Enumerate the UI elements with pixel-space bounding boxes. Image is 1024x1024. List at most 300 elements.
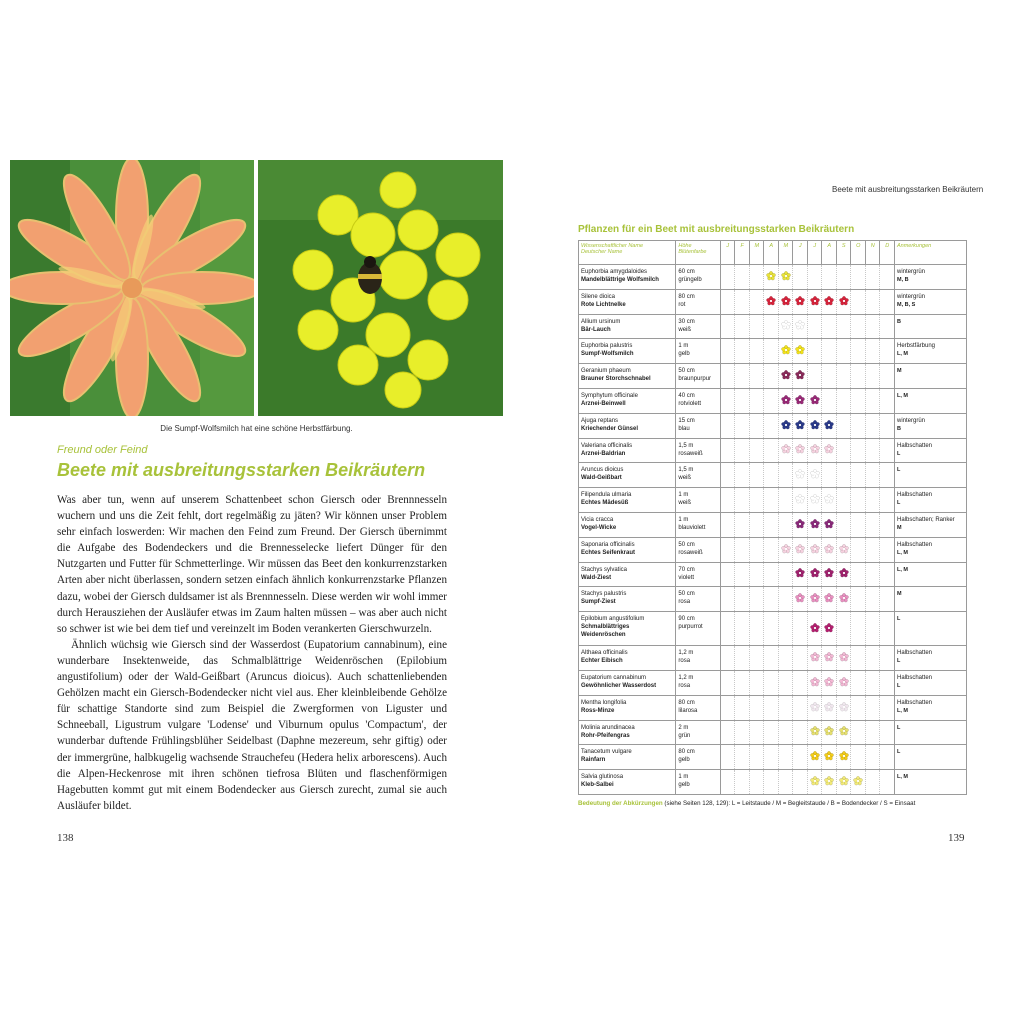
common-name: Schmalblättriges Weidenröschen: [581, 624, 630, 639]
flower-icon: [810, 420, 820, 430]
month-cell: [735, 770, 750, 795]
month-cell: [793, 463, 808, 488]
month-cell: [880, 339, 895, 364]
month-cell: [749, 562, 764, 587]
month-cell: [822, 488, 837, 513]
common-name: Ross-Minze: [581, 707, 615, 714]
month-cell: [880, 388, 895, 413]
month-cell: [778, 289, 793, 314]
usage-code: M: [896, 368, 902, 375]
month-cell: [749, 488, 764, 513]
flower-icon: [810, 702, 820, 712]
common-name: Kleb-Salbei: [581, 782, 614, 789]
notes-cell: [894, 670, 966, 695]
usage-code: M, B, S: [896, 301, 916, 308]
table-title: Pflanzen für ein Beet mit ausbreitungsstarken Beikräutern: [578, 224, 855, 235]
plant-height: 1 m: [678, 492, 689, 499]
month-cell: [807, 770, 822, 795]
plant-name-cell: [579, 770, 676, 795]
plant-height: 1,2 m: [678, 650, 694, 657]
plant-name-cell: [579, 289, 676, 314]
month-cell: [720, 670, 735, 695]
month-cell: [735, 314, 750, 339]
flower-icon: [824, 544, 834, 554]
month-cell: [735, 364, 750, 389]
flower-icon: [810, 469, 820, 479]
month-cell: [778, 438, 793, 463]
usage-code: L: [896, 724, 901, 731]
month-cell: [778, 770, 793, 795]
month-cell: [793, 388, 808, 413]
month-cell: [836, 770, 851, 795]
scientific-name: Epilobium angustifolium: [581, 616, 645, 623]
scientific-name: Molinia arundinacea: [581, 724, 635, 731]
month-cell: [720, 413, 735, 438]
flower-icon: [810, 395, 820, 405]
month-cell: [807, 339, 822, 364]
table-row: [579, 612, 967, 646]
flower-icon: [839, 593, 849, 603]
month-cell: [851, 587, 866, 612]
plant-height: 50 cm: [678, 591, 695, 598]
month-cell: [836, 537, 851, 562]
month-cell: [735, 413, 750, 438]
month-cell: [793, 770, 808, 795]
flower-icon: [824, 568, 834, 578]
month-cell: [720, 537, 735, 562]
month-cell: [836, 670, 851, 695]
bloom-color: rosa: [678, 658, 691, 665]
month-cell: [735, 488, 750, 513]
notes-cell: [894, 720, 966, 745]
month-cell: [822, 339, 837, 364]
month-cell: [851, 562, 866, 587]
header-month: A: [764, 241, 779, 265]
plant-height: 1 m: [678, 343, 689, 350]
month-cell: [880, 770, 895, 795]
month-cell: [851, 413, 866, 438]
flower-icon: [810, 444, 820, 454]
month-cell: [793, 720, 808, 745]
month-cell: [778, 413, 793, 438]
month-cell: [822, 512, 837, 537]
flower-icon: [795, 345, 805, 355]
flower-icon: [810, 544, 820, 554]
month-cell: [865, 314, 880, 339]
common-name: Arznei-Baldrian: [581, 450, 626, 457]
table-row: [579, 745, 967, 770]
header-month: J: [807, 241, 822, 265]
header-month: A: [822, 241, 837, 265]
plant-height: 2 m: [678, 724, 689, 731]
plant-height: 1,5 m: [678, 467, 694, 474]
bloom-color: grüngelb: [678, 277, 702, 283]
common-name: Sumpf-Wolfsmilch: [581, 351, 634, 358]
flower-icon: [781, 296, 791, 306]
bloom-color: weiß: [678, 500, 692, 507]
month-cell: [807, 612, 822, 646]
table-row: [579, 314, 967, 339]
month-cell: [836, 720, 851, 745]
month-cell: [865, 488, 880, 513]
month-cell: [778, 463, 793, 488]
usage-code: L: [896, 450, 901, 457]
notes-cell: [894, 562, 966, 587]
scientific-name: Vicia cracca: [581, 516, 614, 523]
notes-cell: [894, 289, 966, 314]
plant-height: 80 cm: [678, 749, 695, 756]
flower-icon: [766, 296, 776, 306]
flower-icon: [810, 623, 820, 633]
month-cell: [793, 587, 808, 612]
month-cell: [764, 265, 779, 290]
month-cell: [865, 413, 880, 438]
scientific-name: Euphorbia palustris: [581, 343, 633, 350]
month-cell: [764, 289, 779, 314]
month-cell: [764, 646, 779, 671]
month-cell: [807, 670, 822, 695]
common-name: Wald-Geißbart: [581, 475, 622, 482]
usage-code: L: [896, 616, 901, 623]
month-cell: [735, 463, 750, 488]
flower-icon: [839, 296, 849, 306]
height-color-cell: [676, 463, 721, 488]
month-cell: [807, 413, 822, 438]
plant-height: 40 cm: [678, 392, 695, 399]
month-cell: [720, 314, 735, 339]
flower-icon: [810, 494, 820, 504]
month-cell: [822, 413, 837, 438]
month-cell: [778, 364, 793, 389]
month-cell: [735, 587, 750, 612]
month-cell: [822, 463, 837, 488]
flower-icon: [824, 296, 834, 306]
month-cell: [865, 670, 880, 695]
month-cell: [865, 388, 880, 413]
scientific-name: Althaea officinalis: [581, 650, 628, 657]
month-cell: [807, 488, 822, 513]
month-cell: [836, 364, 851, 389]
scientific-name: Eupatorium cannabinum: [581, 674, 647, 681]
common-name: Brauner Storchschnabel: [581, 376, 651, 383]
month-cell: [749, 438, 764, 463]
note-text: Herbstfärbung: [896, 343, 936, 350]
scientific-name: Stachys sylvatica: [581, 566, 628, 573]
header-month: M: [749, 241, 764, 265]
plant-name-cell: [579, 587, 676, 612]
plant-height: 50 cm: [678, 368, 695, 375]
month-cell: [778, 745, 793, 770]
flower-icon: [795, 444, 805, 454]
note-text: Halbschatten: [896, 674, 933, 681]
month-cell: [793, 488, 808, 513]
common-name: Mandelblättrige Wolfsmilch: [581, 277, 659, 283]
note-text: Halbschatten: [896, 699, 933, 706]
notes-cell: [894, 463, 966, 488]
section-kicker: Freund oder Feind: [57, 444, 148, 456]
bloom-color: gelb: [678, 782, 690, 789]
plant-height: 1,2 m: [678, 674, 694, 681]
header-month: O: [851, 241, 866, 265]
month-cell: [836, 612, 851, 646]
usage-code: L, M: [896, 549, 908, 556]
usage-code: M, B: [896, 277, 909, 283]
month-cell: [778, 537, 793, 562]
table-row: [579, 364, 967, 389]
month-cell: [822, 438, 837, 463]
plant-height: 80 cm: [678, 293, 695, 300]
month-cell: [836, 587, 851, 612]
month-cell: [865, 289, 880, 314]
month-cell: [836, 388, 851, 413]
month-cell: [822, 562, 837, 587]
usage-code: B: [896, 425, 901, 432]
height-color-cell: [676, 339, 721, 364]
month-cell: [822, 670, 837, 695]
month-cell: [793, 314, 808, 339]
plant-height: 1,5 m: [678, 442, 694, 449]
bloom-color: violett: [678, 574, 695, 581]
height-color-cell: [676, 438, 721, 463]
notes-cell: [894, 770, 966, 795]
notes-cell: [894, 695, 966, 720]
month-cell: [735, 670, 750, 695]
flower-icon: [810, 776, 820, 786]
month-cell: [851, 612, 866, 646]
month-cell: [807, 562, 822, 587]
table-row: [579, 289, 967, 314]
flower-icon: [824, 751, 834, 761]
month-cell: [807, 265, 822, 290]
common-name: Echtes Seifenkraut: [581, 549, 636, 556]
month-cell: [764, 339, 779, 364]
month-cell: [865, 265, 880, 290]
plant-name-cell: [579, 537, 676, 562]
common-name: Rohr-Pfeifengras: [581, 732, 630, 739]
flower-icon: [824, 623, 834, 633]
flower-icon: [781, 271, 791, 281]
notes-cell: [894, 745, 966, 770]
month-cell: [865, 720, 880, 745]
month-cell: [822, 587, 837, 612]
legend-text: (siehe Seiten 128, 129): L = Leitstaude / M = Begleitstaude / B = Bodendecker / S = Einsaat: [664, 800, 916, 807]
month-cell: [764, 695, 779, 720]
bloom-color: gelb: [678, 351, 690, 358]
header-month: F: [735, 241, 750, 265]
month-cell: [836, 488, 851, 513]
month-cell: [720, 364, 735, 389]
month-cell: [880, 646, 895, 671]
month-cell: [851, 770, 866, 795]
plant-height: 80 cm: [678, 699, 695, 706]
month-cell: [865, 646, 880, 671]
month-cell: [764, 413, 779, 438]
month-cell: [822, 612, 837, 646]
page-number-right: 139: [948, 832, 965, 844]
month-cell: [807, 438, 822, 463]
flower-icon: [795, 519, 805, 529]
height-color-cell: [676, 612, 721, 646]
month-cell: [880, 562, 895, 587]
table-row: [579, 488, 967, 513]
month-cell: [793, 537, 808, 562]
month-cell: [836, 745, 851, 770]
month-cell: [720, 463, 735, 488]
plant-name-cell: [579, 488, 676, 513]
month-cell: [735, 612, 750, 646]
month-cell: [851, 339, 866, 364]
flower-icon: [839, 751, 849, 761]
month-cell: [749, 289, 764, 314]
common-name: Arznei-Beinwell: [581, 400, 626, 407]
flower-icon: [795, 593, 805, 603]
flower-icon: [839, 544, 849, 554]
table-row: [579, 413, 967, 438]
month-cell: [735, 720, 750, 745]
month-cell: [720, 265, 735, 290]
usage-code: L, M: [896, 566, 908, 573]
plant-table-body: [579, 265, 967, 795]
month-cell: [851, 388, 866, 413]
month-cell: [807, 314, 822, 339]
scientific-name: Symphytum officinale: [581, 392, 638, 399]
month-cell: [865, 512, 880, 537]
plant-name-cell: [579, 745, 676, 770]
month-cell: [807, 364, 822, 389]
month-cell: [880, 488, 895, 513]
flower-icon: [781, 320, 791, 330]
bloom-color: rosaweiß: [678, 450, 703, 457]
month-cell: [851, 289, 866, 314]
month-cell: [764, 537, 779, 562]
month-cell: [822, 364, 837, 389]
table-row: [579, 388, 967, 413]
month-cell: [851, 537, 866, 562]
usage-code: L, M: [896, 351, 908, 358]
plant-name-cell: [579, 646, 676, 671]
scientific-name: Mentha longifolia: [581, 699, 627, 706]
month-cell: [764, 670, 779, 695]
month-cell: [865, 537, 880, 562]
flower-icon: [781, 345, 791, 355]
month-cell: [851, 265, 866, 290]
month-cell: [720, 488, 735, 513]
table-row: [579, 512, 967, 537]
usage-code: L, M: [896, 707, 908, 714]
flower-icon: [795, 420, 805, 430]
month-cell: [880, 438, 895, 463]
month-cell: [793, 265, 808, 290]
month-cell: [749, 388, 764, 413]
month-cell: [880, 364, 895, 389]
height-color-cell: [676, 695, 721, 720]
month-cell: [793, 670, 808, 695]
month-cell: [749, 463, 764, 488]
month-cell: [822, 695, 837, 720]
month-cell: [851, 364, 866, 389]
common-name: Gewöhnlicher Wasserdost: [581, 682, 657, 689]
flower-icon: [795, 469, 805, 479]
month-cell: [851, 488, 866, 513]
month-cell: [764, 770, 779, 795]
table-row: [579, 670, 967, 695]
month-cell: [764, 314, 779, 339]
month-cell: [735, 265, 750, 290]
flower-icon: [839, 726, 849, 736]
month-cell: [880, 265, 895, 290]
plant-name-cell: [579, 413, 676, 438]
height-color-cell: [676, 587, 721, 612]
month-cell: [865, 562, 880, 587]
bloom-color: rot: [678, 301, 686, 308]
bloom-color: blauviolett: [678, 524, 706, 531]
flower-icon: [781, 420, 791, 430]
common-name: Wald-Ziest: [581, 574, 612, 581]
month-cell: [764, 463, 779, 488]
month-cell: [749, 413, 764, 438]
month-cell: [749, 646, 764, 671]
month-cell: [836, 413, 851, 438]
abbreviation-legend: [578, 800, 978, 807]
month-cell: [880, 587, 895, 612]
flower-icon: [781, 444, 791, 454]
month-cell: [880, 745, 895, 770]
month-cell: [807, 463, 822, 488]
height-color-cell: [676, 364, 721, 389]
scientific-name: Euphorbia amygdaloides: [581, 269, 648, 275]
header-month: J: [720, 241, 735, 265]
month-cell: [836, 314, 851, 339]
usage-code: M: [896, 524, 902, 531]
month-cell: [720, 587, 735, 612]
month-cell: [720, 695, 735, 720]
month-cell: [764, 720, 779, 745]
month-cell: [749, 512, 764, 537]
common-name: Bär-Lauch: [581, 326, 611, 333]
flower-icon: [839, 677, 849, 687]
flower-icon: [824, 593, 834, 603]
scientific-name: Stachys palustris: [581, 591, 627, 598]
flower-icon: [824, 420, 834, 430]
month-cell: [880, 289, 895, 314]
month-cell: [851, 438, 866, 463]
flower-icon: [795, 395, 805, 405]
month-cell: [720, 646, 735, 671]
height-color-cell: [676, 562, 721, 587]
flower-icon: [810, 296, 820, 306]
header-notes: Anmerkungen: [894, 241, 966, 265]
note-text: Halbschatten: [896, 492, 933, 499]
yellow-flowers-image: [258, 160, 503, 416]
month-cell: [807, 512, 822, 537]
bloom-color: rosa: [678, 682, 691, 689]
bloom-color: blau: [678, 425, 690, 432]
month-cell: [865, 463, 880, 488]
month-cell: [851, 695, 866, 720]
common-name: Echtes Mädesüß: [581, 500, 629, 507]
table-row: [579, 587, 967, 612]
flower-icon: [795, 296, 805, 306]
month-cell: [865, 364, 880, 389]
plant-name-cell: [579, 364, 676, 389]
scientific-name: Salvia glutinosa: [581, 774, 624, 781]
month-cell: [807, 587, 822, 612]
table-row: [579, 720, 967, 745]
header-month: M: [778, 241, 793, 265]
month-cell: [851, 720, 866, 745]
month-cell: [793, 745, 808, 770]
flower-icon: [766, 271, 776, 281]
